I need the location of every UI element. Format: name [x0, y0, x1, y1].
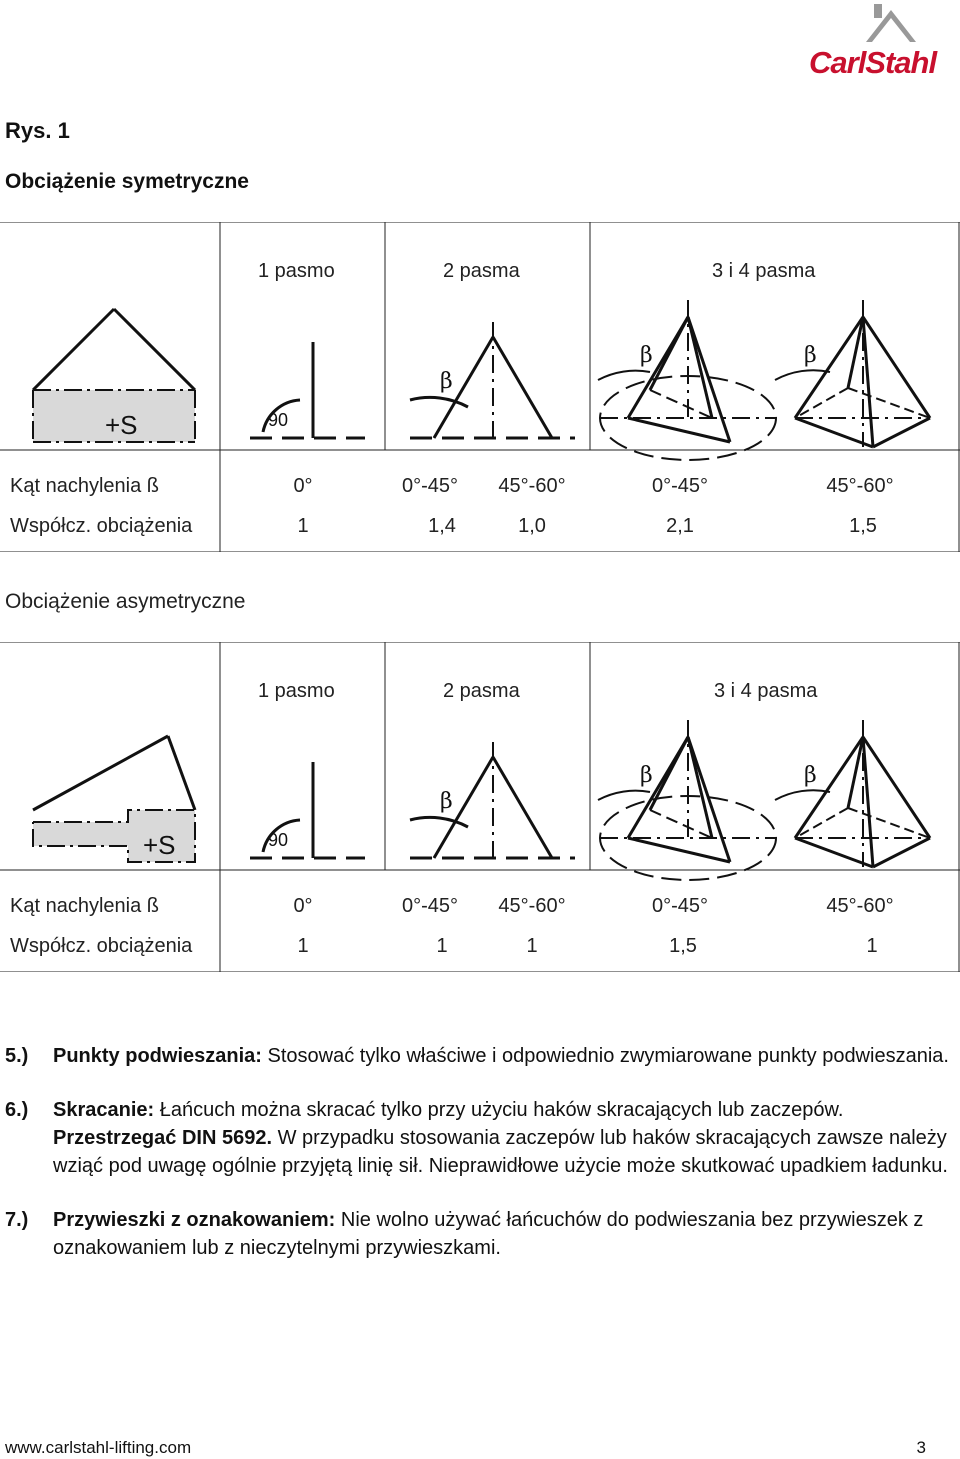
note-text: Stosować tylko właściwe i odpowiednio zwymiarowane punkty podwieszania. — [261, 1045, 949, 1067]
svg-text:90: 90 — [268, 410, 289, 430]
note-number: 7.) — [5, 1209, 29, 1231]
factor-value: 1,0 — [518, 515, 546, 537]
angle-value: 0°-45° — [651, 895, 709, 917]
note-text: Nie wolno używać łańcuchów do podwieszania bez przywieszek z oznakowaniem lub z nieczytelnymi przywieszkami. — [53, 1209, 924, 1259]
note-number: 6.) — [5, 1099, 29, 1121]
angle-value: 0° — [293, 475, 313, 497]
symmetric-load-table — [0, 222, 960, 552]
symmetric-title: Obciążenie symetryczne — [5, 170, 249, 193]
svg-text:β: β — [440, 789, 453, 814]
angle-value: 45°-60° — [826, 895, 894, 917]
note-6 — [5, 1096, 955, 1180]
note-text-continued: W przypadku stosowania zaczepów lub haków skracających zawsze należy wziąć pod uwagę ogólnie przyjętą linię sił. Nieprawidłowe użycie może skutkować upadkiem ładunku. — [53, 1127, 948, 1177]
factor-value: 1 — [297, 515, 309, 537]
factor-row-label: Współcz. obciążenia — [10, 935, 193, 957]
svg-text:90: 90 — [268, 830, 289, 850]
header-3-4-strands: 3 i 4 pasma — [714, 680, 818, 702]
note-5 — [5, 1042, 955, 1070]
svg-text:β: β — [804, 343, 817, 368]
note-title: Skracanie: — [53, 1099, 155, 1121]
factor-value: 1 — [526, 935, 538, 957]
factor-value: 1 — [436, 935, 448, 957]
carlstahl-logo — [806, 2, 958, 82]
header-1-strand: 1 pasmo — [258, 680, 335, 702]
note-text: Łańcuch można skracać tylko przy użyciu haków skracających lub zaczepów. — [154, 1099, 844, 1121]
factor-row-label: Współcz. obciążenia — [10, 515, 193, 537]
symmetric-load-block — [33, 309, 195, 390]
notes-section — [5, 1042, 955, 1288]
note-emphasis: Przestrzegać DIN 5692. — [53, 1127, 273, 1149]
angle-value: 45°-60° — [826, 475, 894, 497]
factor-value: 1,5 — [849, 515, 877, 537]
factor-value: 1 — [297, 935, 309, 957]
header-2-strands: 2 pasma — [443, 680, 520, 702]
header-1-strand: 1 pasmo — [258, 260, 335, 282]
factor-value: 1,4 — [428, 515, 456, 537]
svg-text:+S: +S — [105, 410, 138, 440]
svg-text:β: β — [804, 763, 817, 788]
angle-value: 0°-45° — [401, 895, 459, 917]
asymmetric-load-table — [0, 642, 960, 972]
note-title: Przywieszki z oznakowaniem: — [53, 1209, 336, 1231]
header-3-4-strands: 3 i 4 pasma — [712, 260, 816, 282]
angle-value: 0° — [293, 895, 313, 917]
note-number: 5.) — [5, 1045, 29, 1067]
factor-value: 1 — [866, 935, 878, 957]
factor-value: 1,5 — [669, 935, 697, 957]
angle-value: 0°-45° — [651, 475, 709, 497]
svg-text:β: β — [640, 763, 653, 788]
logo-wordmark: CarlStahl — [809, 45, 937, 80]
footer-url[interactable]: www.carlstahl-lifting.com — [5, 1438, 192, 1457]
angle-row-label: Kąt nachylenia ß — [10, 895, 159, 917]
page-number: 3 — [916, 1438, 926, 1457]
angle-value: 45°-60° — [498, 895, 566, 917]
header-2-strands: 2 pasma — [443, 260, 520, 282]
angle-value: 0°-45° — [401, 475, 459, 497]
note-title: Punkty podwieszania: — [53, 1045, 262, 1067]
note-7 — [5, 1206, 955, 1262]
factor-value: 2,1 — [666, 515, 694, 537]
svg-text:+S: +S — [143, 830, 176, 860]
angle-value: 45°-60° — [498, 475, 566, 497]
svg-text:β: β — [640, 343, 653, 368]
svg-text:β: β — [440, 369, 453, 394]
figure-label: Rys. 1 — [5, 118, 70, 143]
asymmetric-title: Obciążenie asymetryczne — [5, 590, 246, 613]
angle-row-label: Kąt nachylenia ß — [10, 475, 159, 497]
